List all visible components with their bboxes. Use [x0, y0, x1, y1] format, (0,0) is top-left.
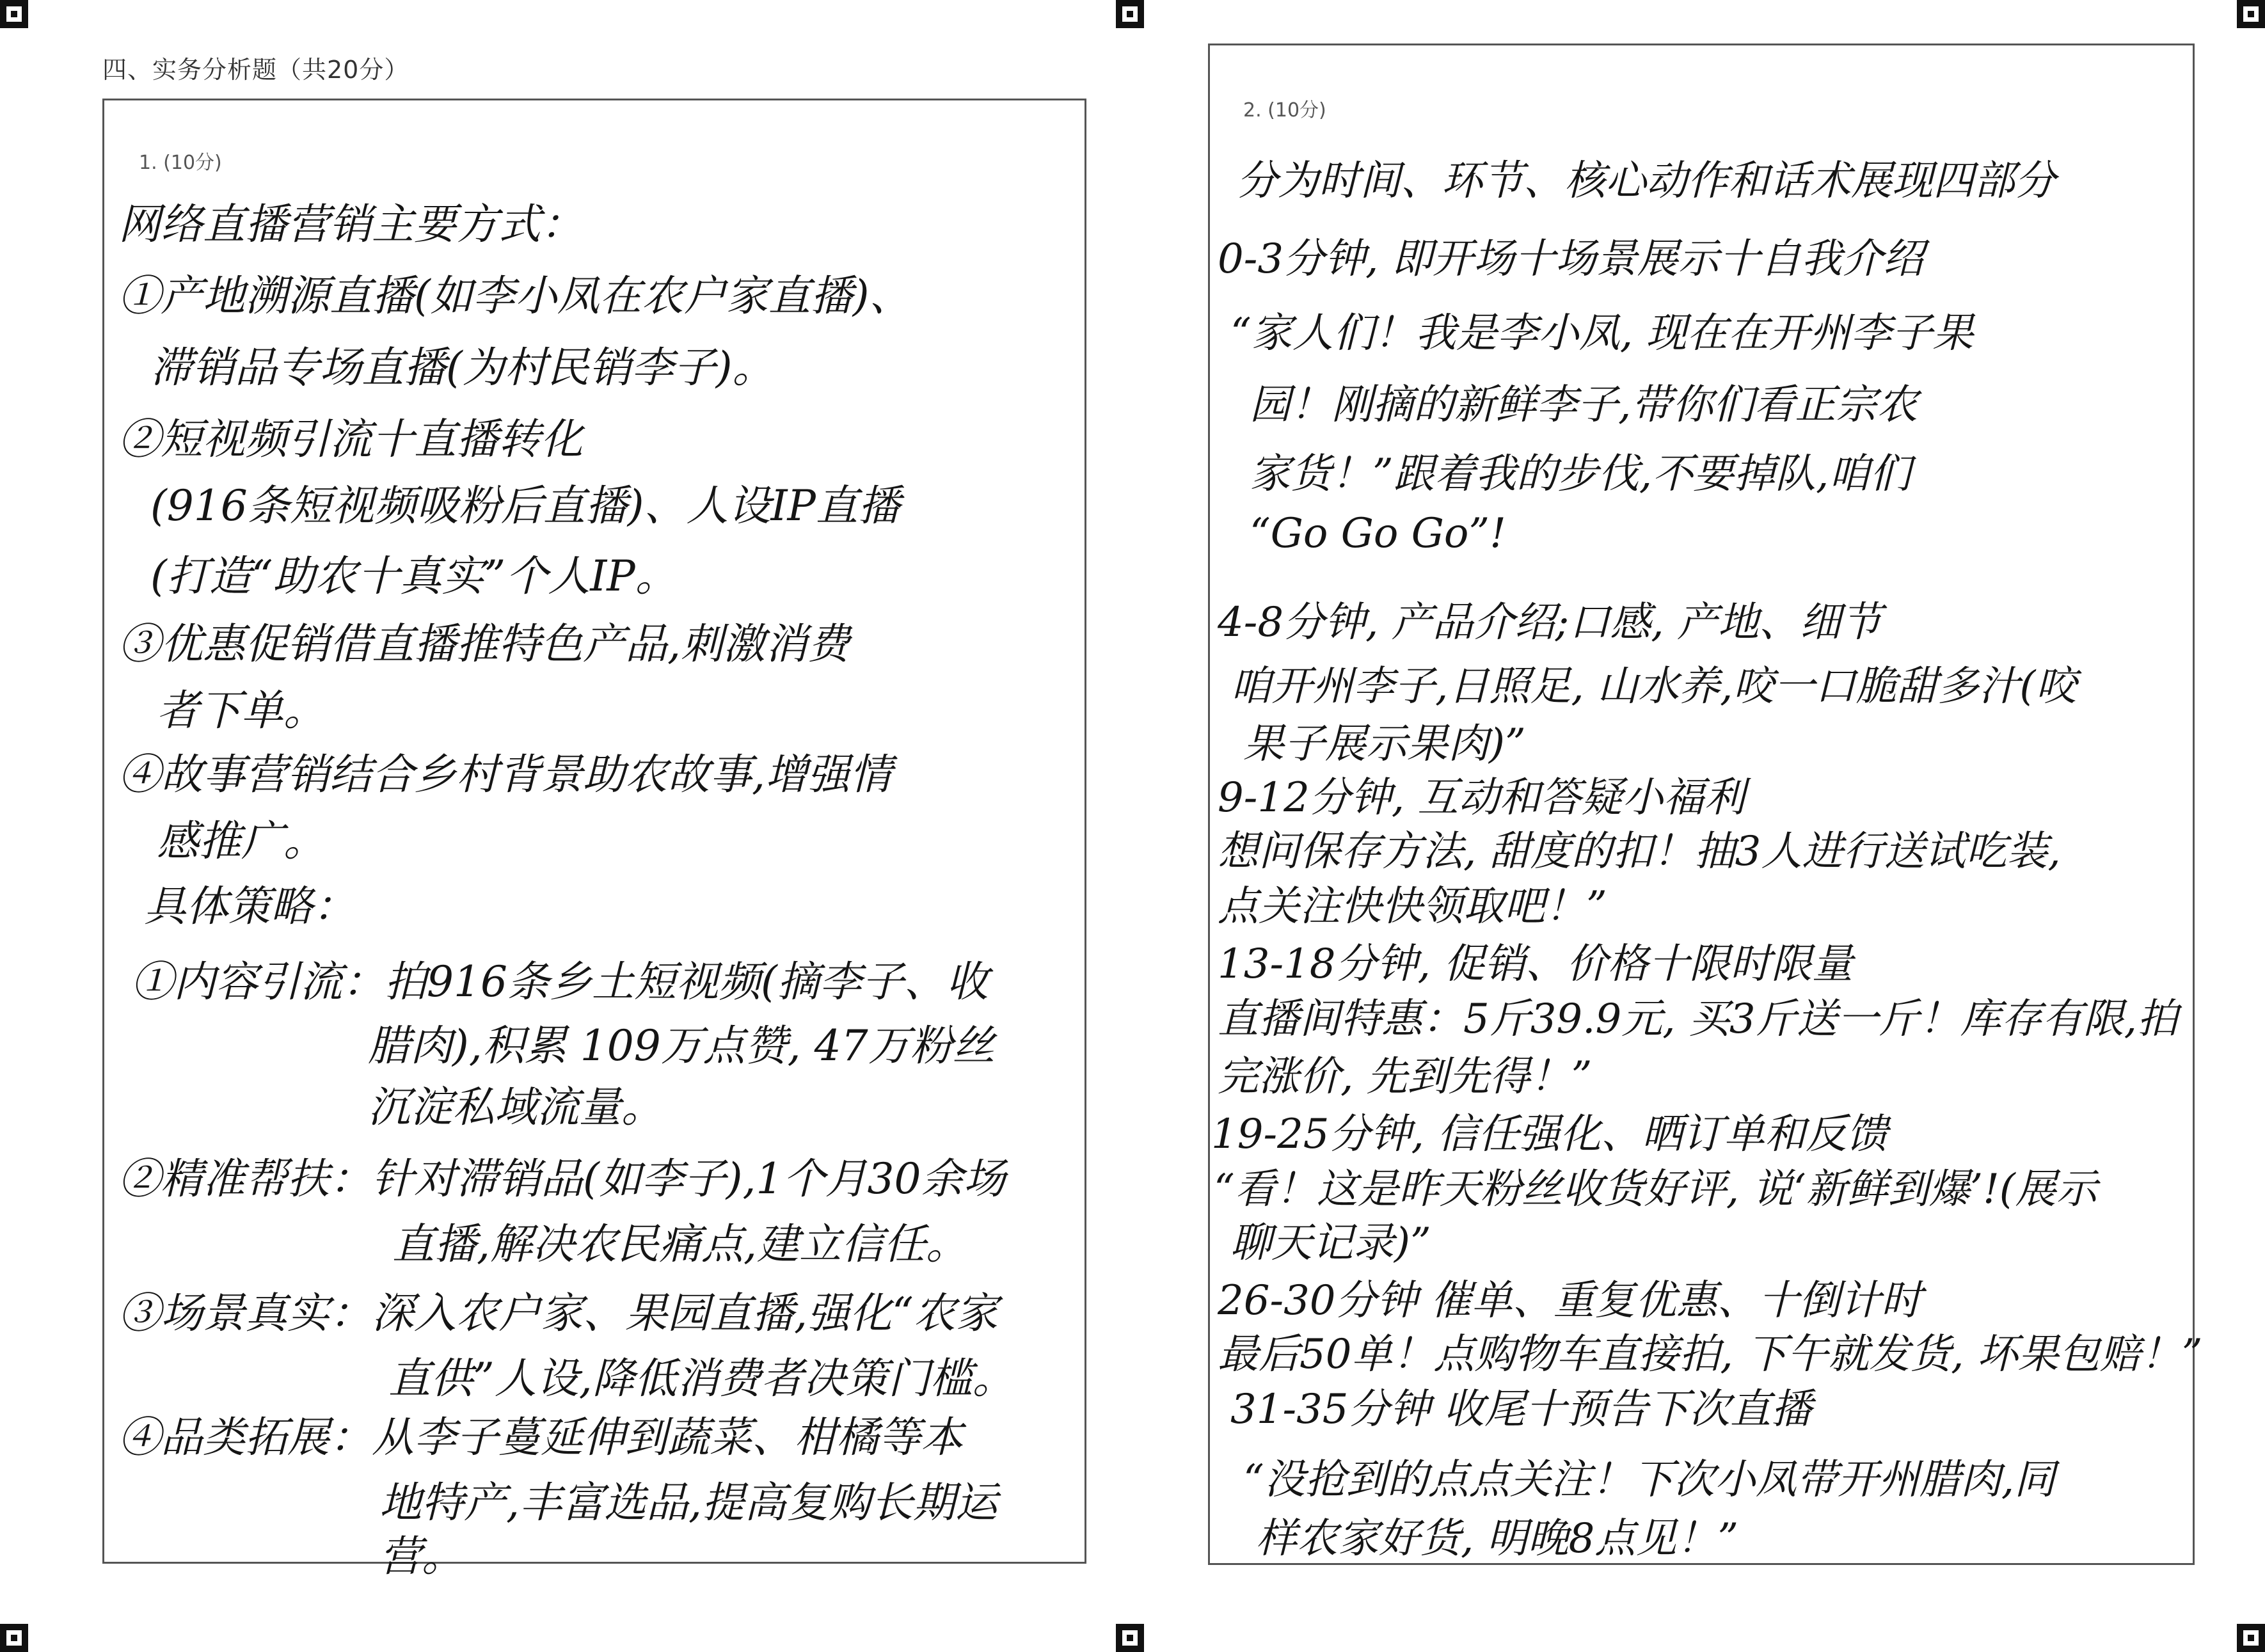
- registration-marker-bottom-center: [1116, 1624, 1144, 1652]
- q2-line: 样农家好货, 明晚8点见！”: [1256, 1515, 1739, 1562]
- q1-line: 直播,解决农民痛点,建立信任。: [392, 1219, 968, 1269]
- q2-line: 完涨价, 先到先得！”: [1218, 1053, 1593, 1100]
- q1-line: 沉淀私域流量。: [368, 1083, 664, 1132]
- q2-line: “没抢到的点点关注！下次小凤带开州腊肉,同: [1243, 1456, 2056, 1504]
- q1-line: 营。: [379, 1532, 464, 1581]
- q2-line: 园！刚摘的新鲜李子,带你们看正宗农: [1250, 381, 1918, 429]
- registration-marker-bottom-left: [0, 1624, 28, 1652]
- q1-line: ①产地溯源直播(如李小凤在农户家直播)、: [118, 271, 912, 321]
- q2-line: 26-30分钟 催单、重复优惠、十倒计时: [1218, 1277, 1922, 1324]
- answer-box-q2: [1208, 44, 2203, 1565]
- q2-line: 13-18分钟, 促销、价格十限时限量: [1218, 941, 1854, 988]
- q1-line: 地特产,丰富选品,提高复购长期运: [379, 1478, 997, 1527]
- registration-marker-top-left: [0, 0, 28, 28]
- q1-line: ④故事营销结合乡村背景助农故事,增强情: [118, 750, 892, 799]
- q1-line: 感推广。: [157, 816, 326, 866]
- q1-line: 腊肉),积累 109万点赞, 47万粉丝: [368, 1021, 995, 1070]
- section-title: 四、实务分析题（共20分）: [102, 56, 409, 84]
- q1-line: ③场景真实：深入农户家、果园直播,强化“农家: [118, 1289, 998, 1338]
- q1-line: 具体策略：: [144, 882, 355, 931]
- q2-line: 家货！”跟着我的步伐,不要掉队,咱们: [1250, 450, 1911, 498]
- q2-line: 4-8分钟, 产品介绍;口感, 产地、细节: [1218, 599, 1882, 646]
- q2-line: 想问保存方法, 甜度的扣！抽3人进行送试吃装,: [1218, 828, 2061, 875]
- q1-line: (打造“助农十真实”个人IP。: [150, 552, 678, 601]
- q2-line: 0-3分钟, 即开场十场景展示十自我介绍: [1218, 235, 1924, 283]
- q2-line: 点关注快快领取吧！”: [1218, 883, 1607, 930]
- answer-box-q1: [102, 99, 1086, 1581]
- q2-line: 31-35分钟 收尾十预告下次直播: [1230, 1386, 1812, 1433]
- q1-line: 网络直播营销主要方式：: [118, 200, 583, 249]
- q1-line: 直供”人设,降低消费者决策门槛。: [388, 1354, 1015, 1403]
- q2-line: 最后50单！点购物车直接拍, 下午就发货, 坏果包赔！”: [1218, 1331, 2203, 1378]
- q2-line: 9-12分钟, 互动和答疑小福利: [1218, 774, 1745, 822]
- registration-marker-top-right: [2237, 0, 2265, 28]
- registration-marker-bottom-right: [2237, 1624, 2265, 1652]
- q2-line: 直播间特惠：5斤39.9元, 买3斤送一斤！库存有限,拍: [1218, 996, 2178, 1043]
- q2-score-label: 2. (10分): [1243, 99, 1326, 122]
- q1-line: ③优惠促销借直播推特色产品,刺激消费: [118, 619, 850, 669]
- q1-line: 滞销品专场直播(为村民销李子)。: [150, 343, 775, 392]
- q2-line: 果子展示果肉)”: [1243, 720, 1526, 768]
- q2-line: “Go Go Go”!: [1250, 510, 1506, 557]
- q1-line: ①内容引流：拍916条乡土短视频(摘李子、收: [131, 957, 989, 1006]
- q1-line: ②短视频引流十直播转化: [118, 415, 583, 464]
- q2-line: 19-25分钟, 信任强化、晒订单和反馈: [1211, 1111, 1888, 1158]
- q1-line: (916条短视频吸粉后直播)、人设IP直播: [150, 481, 900, 530]
- q1-line: ④品类拓展：从李子蔓延伸到蔬菜、柑橘等本: [118, 1413, 963, 1462]
- q1-score-label: 1. (10分): [139, 152, 222, 174]
- q2-line: “家人们！我是李小凤, 现在在开州李子果: [1230, 310, 1974, 357]
- q2-line: “看！这是昨天粉丝收货好评, 说‘新鲜到爆’!(展示: [1214, 1166, 2097, 1213]
- registration-marker-top-center: [1116, 0, 1144, 28]
- q2-line: 分为时间、环节、核心动作和话术展现四部分: [1237, 157, 2056, 205]
- q2-line: 咱开州李子,日照足, 山水养,咬一口脆甜多汁(咬: [1230, 663, 2077, 710]
- q2-line: 聊天记录)”: [1230, 1219, 1431, 1267]
- q1-line: ②精准帮扶：针对滞销品(如李子),1个月30余场: [118, 1154, 1006, 1203]
- q1-line: 者下单。: [157, 686, 326, 735]
